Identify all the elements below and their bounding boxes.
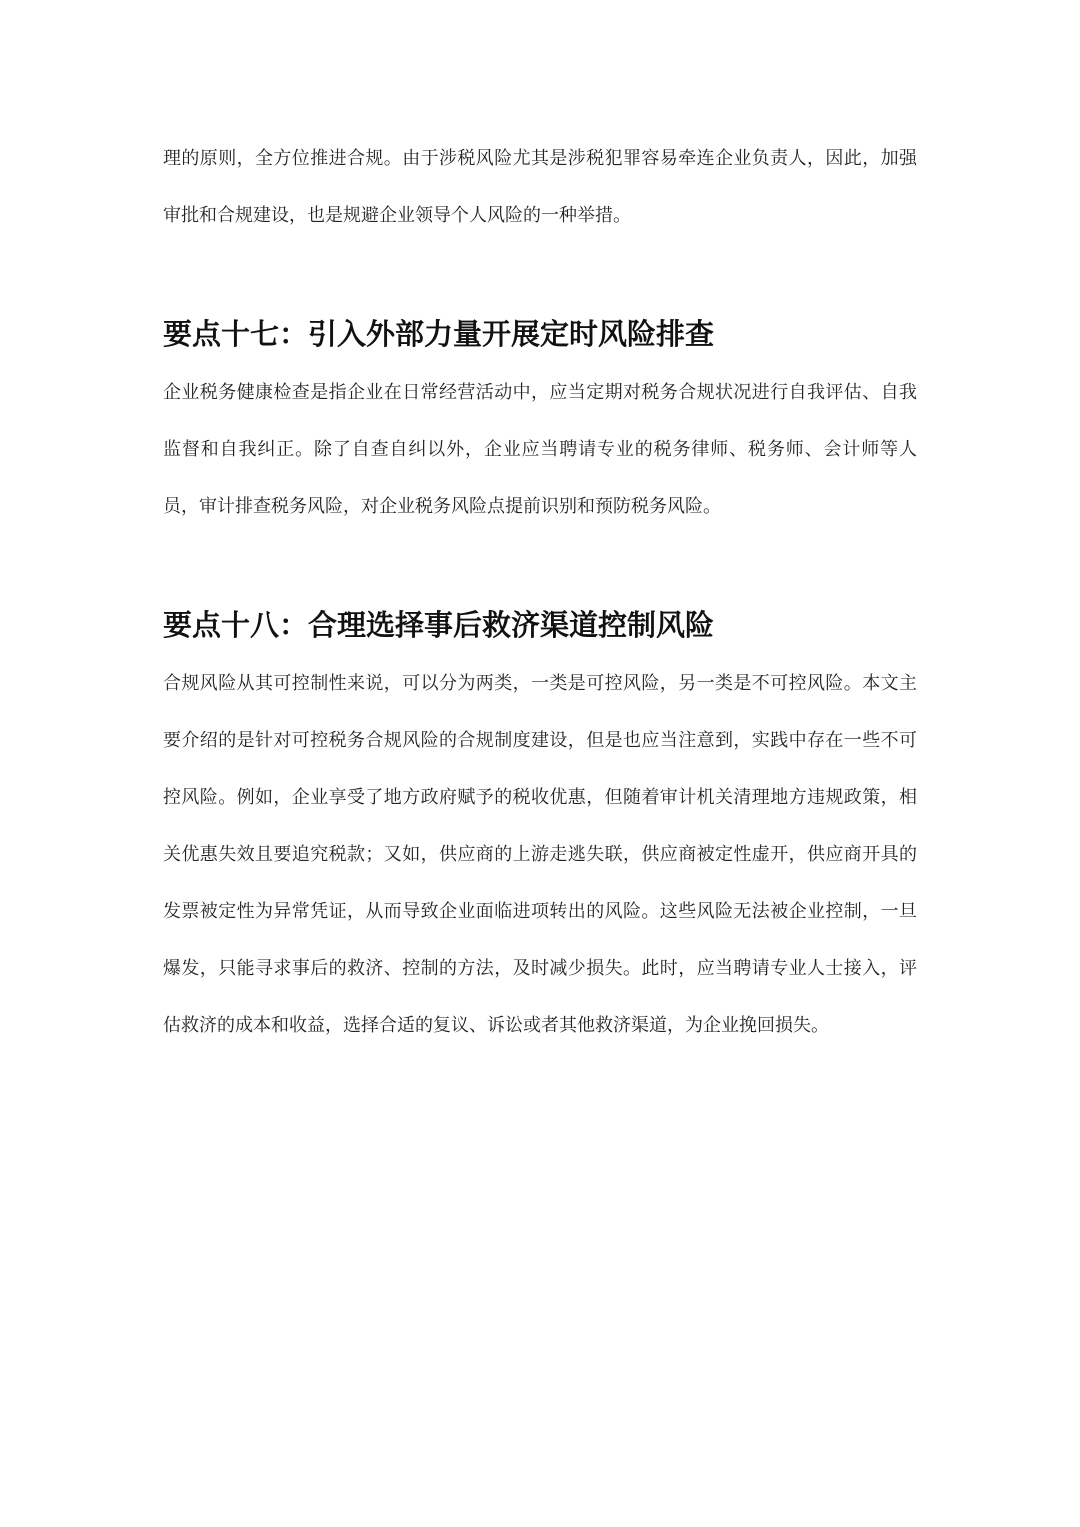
document-content bbox=[163, 130, 917, 1054]
section-17-paragraph: 企业税务健康检查是指企业在日常经营活动中，应当定期对税务合规状况进行自我评估、自我监督和自我纠正。除了自查自纠以外，企业应当聘请专业的税务律师、税务师、会计师等人员，审计排查税务风险，对企业税务风险点提前识别和预防税务风险。 bbox=[163, 382, 917, 517]
section-18-heading: 要点十八：合理选择事后救济渠道控制风险 bbox=[163, 608, 715, 642]
section-18-paragraph: 合规风险从其可控制性来说，可以分为两类，一类是可控风险，另一类是不可控风险。本文主要介绍的是针对可控税务合规风险的合规制度建设，但是也应当注意到，实践中存在一些不可控风险。例如，企业享受了地方政府赋予的税收优惠，但随着审计机关清理地方违规政策，相关优惠失效且要追究税款；又如，供应商的上游走逃失联，供应商被定性虚开，供应商开具的发票被定性为异常凭证，从而导致企业面临进项转出的风险。这些风险无法被企业控制，一旦爆发，只能寻求事后的救济、控制的方法，及时减少损失。此时，应当聘请专业人士接入，评估救济的成本和收益，选择合适的复议、诉讼或者其他救济渠道，为企业挽回损失。 bbox=[163, 673, 917, 1036]
intro-paragraph: 理的原则，全方位推进合规。由于涉税风险尤其是涉税犯罪容易牵连企业负责人，因此，加强审批和合规建设，也是规避企业领导个人风险的一种举措。 bbox=[163, 148, 917, 226]
section-17-heading: 要点十七：引入外部力量开展定时风险排查 bbox=[163, 317, 715, 351]
